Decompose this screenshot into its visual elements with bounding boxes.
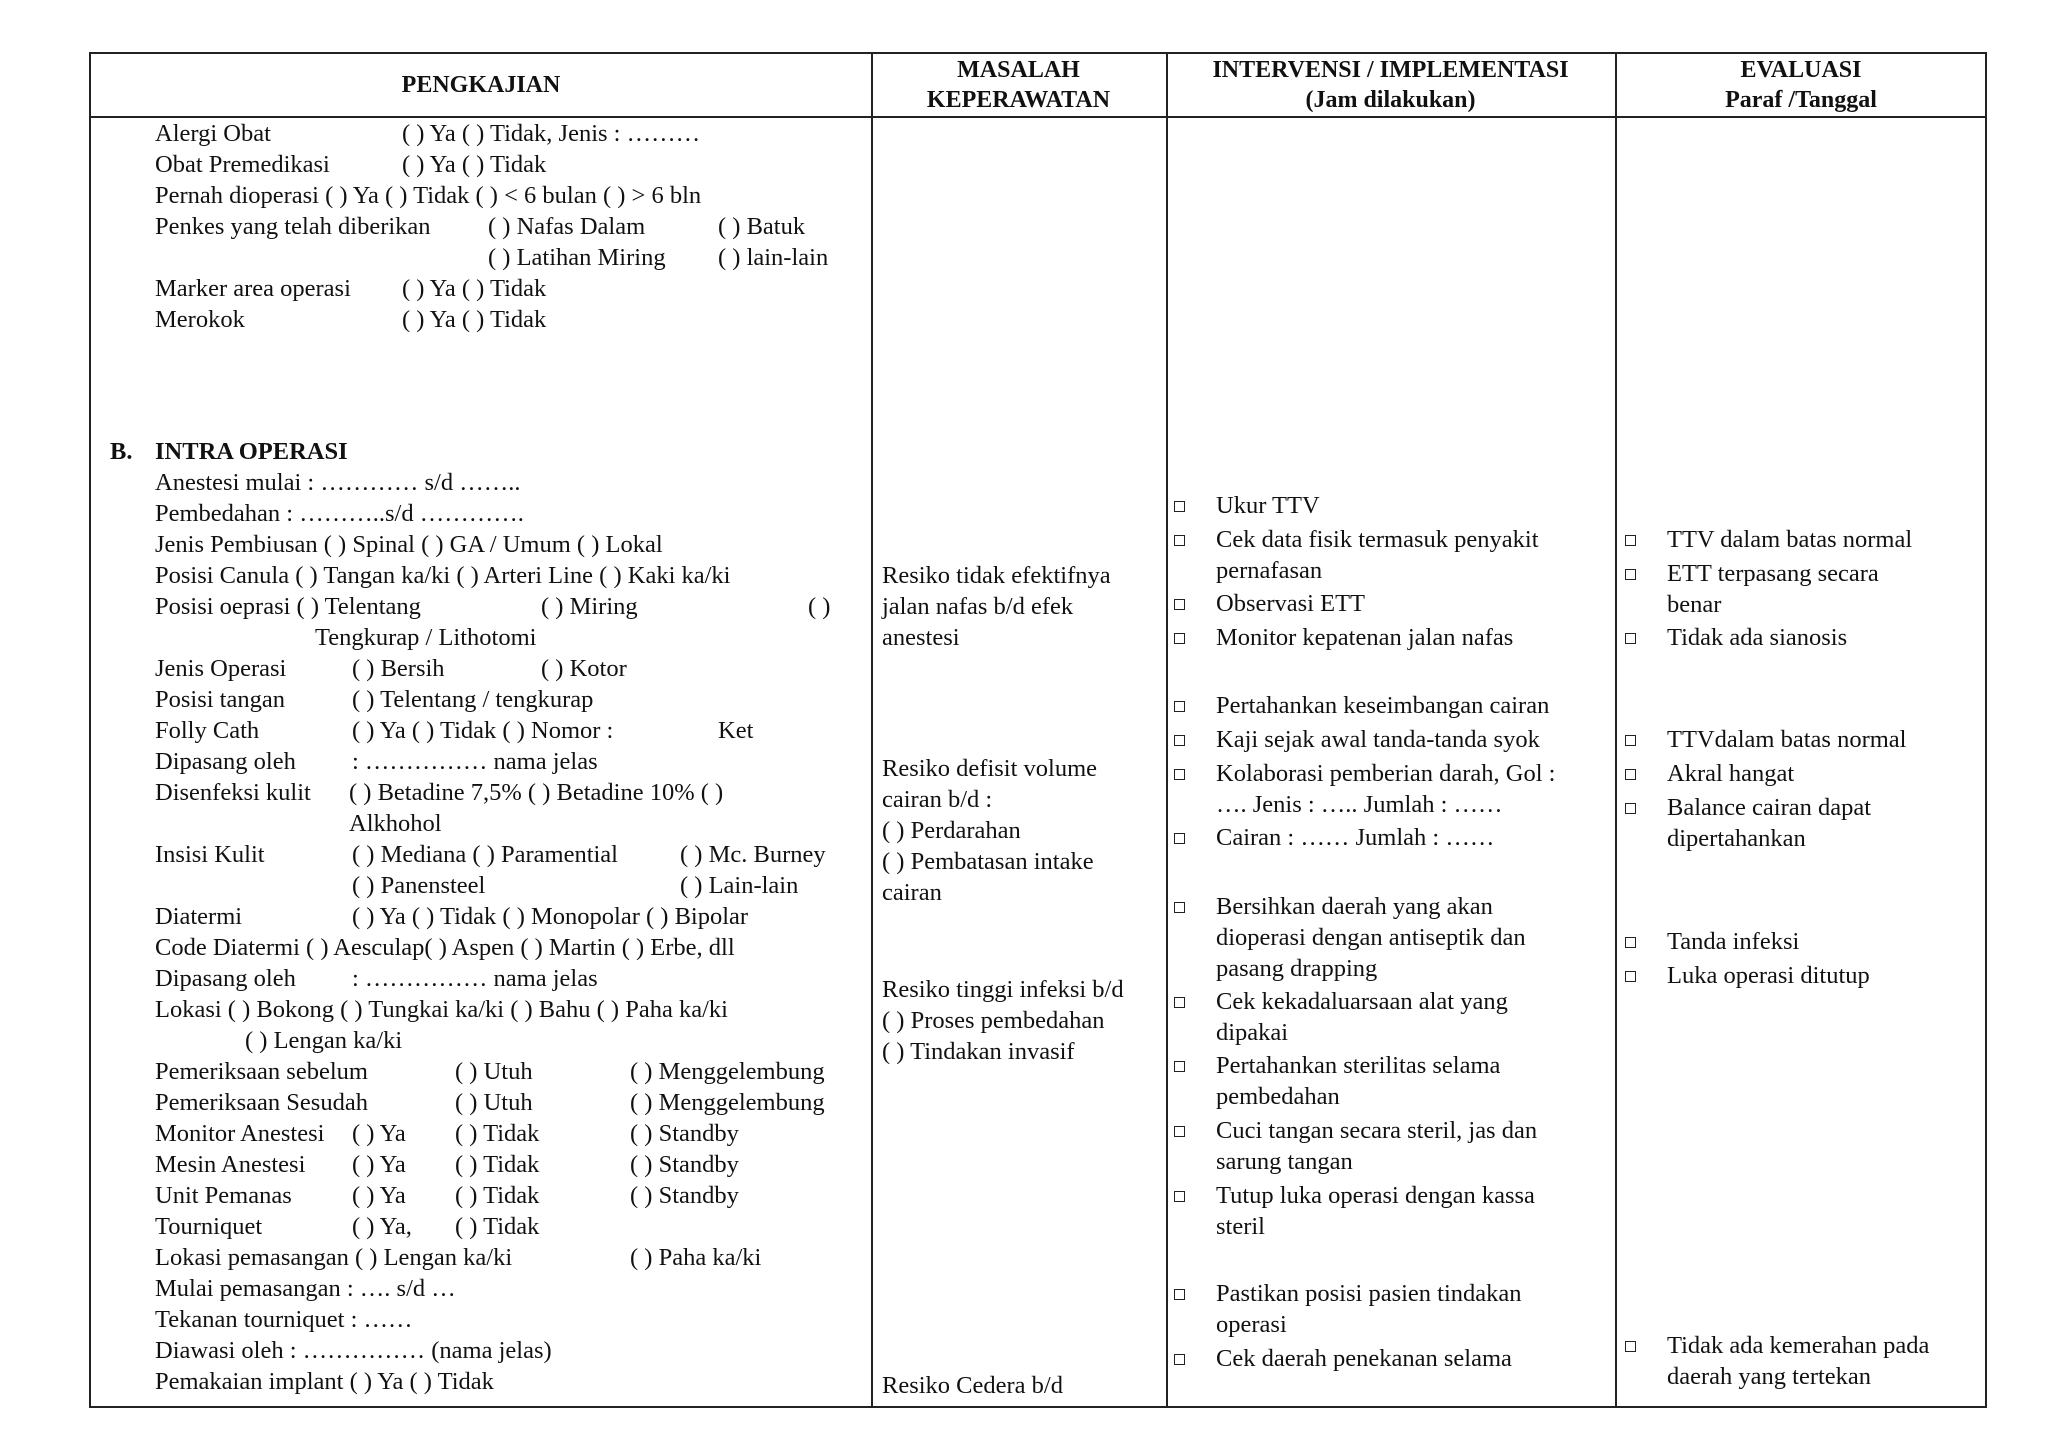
disinfeksi-label: Disenfeksi kulit	[155, 779, 311, 806]
masalah-pembatasan-intake: ( ) Pembatasan intake	[882, 848, 1094, 875]
unit-pemanas-standby: ( ) Standby	[630, 1182, 739, 1209]
checkbox-icon[interactable]	[1625, 535, 1636, 546]
lokasi-pemasangan: Lokasi pemasangan ( ) Lengan ka/ki	[155, 1244, 513, 1271]
masalah-proses-pembedahan: ( ) Proses pembedahan	[882, 1007, 1105, 1034]
masalah-defisit-volume: Resiko defisit volume	[882, 755, 1098, 782]
header-evaluasi-line2: Paraf /Tanggal	[1725, 87, 1877, 113]
penkes-label: Penkes yang telah diberikan	[155, 213, 431, 240]
checkbox-icon[interactable]	[1174, 833, 1185, 844]
posisi-operasi-miring: ( ) Miring	[541, 593, 638, 620]
diatermi-label: Diatermi	[155, 903, 243, 930]
masalah-perdarahan: ( ) Perdarahan	[882, 817, 1021, 844]
checkbox-icon[interactable]	[1174, 535, 1185, 546]
tourniquet-tidak: ( ) Tidak	[455, 1213, 540, 1240]
mesin-anestesi-tidak: ( ) Tidak	[455, 1151, 540, 1178]
intervensi-item-cont: …. Jenis : ….. Jumlah : ……	[1216, 791, 1503, 818]
intervensi-item-cont: pernafasan	[1216, 557, 1323, 584]
monitor-anestesi-tidak: ( ) Tidak	[455, 1120, 540, 1147]
checkbox-icon[interactable]	[1625, 735, 1636, 746]
intervensi-item: Ukur TTV	[1216, 492, 1320, 519]
column-divider	[1166, 54, 1168, 1406]
intervensi-item: Bersihkan daerah yang akan	[1216, 893, 1493, 920]
pernah-dioperasi: Pernah dioperasi ( ) Ya ( ) Tidak ( ) < 6 bulan ( ) > 6 bln	[155, 182, 702, 209]
intervensi-item: Cek data fisik termasuk penyakit	[1216, 526, 1539, 553]
evaluasi-item-cont: benar	[1667, 591, 1722, 618]
folly-cath-label: Folly Cath	[155, 717, 260, 744]
monitor-anestesi-standby: ( ) Standby	[630, 1120, 739, 1147]
intervensi-item-cont: pembedahan	[1216, 1083, 1340, 1110]
monitor-anestesi-ya: ( ) Ya	[352, 1120, 406, 1147]
column-divider	[1615, 54, 1617, 1406]
premedikasi-label: Obat Premedikasi	[155, 151, 330, 178]
jenis-pembiusan: Jenis Pembiusan ( ) Spinal ( ) GA / Umum ( ) Lokal	[155, 531, 663, 558]
header-evaluasi	[1615, 54, 1987, 116]
checkbox-icon[interactable]	[1174, 599, 1185, 610]
insisi-mc-burney: ( ) Mc. Burney	[680, 841, 826, 868]
header-pengkajian	[91, 54, 871, 116]
pemeriksaan-sesudah-menggelembung: ( ) Menggelembung	[630, 1089, 825, 1116]
checkbox-icon[interactable]	[1625, 971, 1636, 982]
masalah-jalan-nafas: jalan nafas b/d efek	[882, 593, 1074, 620]
pembedahan: Pembedahan : ………..s/d ………….	[155, 500, 524, 527]
tourniquet-ya: ( ) Ya,	[352, 1213, 412, 1240]
checkbox-icon[interactable]	[1625, 803, 1636, 814]
header-intervensi-line1: INTERVENSI / IMPLEMENTASI	[1212, 57, 1569, 83]
masalah-jalan-nafas: anestesi	[882, 624, 960, 651]
evaluasi-item: Tanda infeksi	[1667, 928, 1800, 955]
pemeriksaan-sebelum-label: Pemeriksaan sebelum	[155, 1058, 368, 1085]
checkbox-icon[interactable]	[1174, 633, 1185, 644]
jenis-operasi-kotor: ( ) Kotor	[541, 655, 627, 682]
section-b-letter: B.	[110, 438, 133, 465]
lokasi-line1: Lokasi ( ) Bokong ( ) Tungkai ka/ki ( ) Bahu ( ) Paha ka/ki	[155, 996, 728, 1023]
posisi-operasi-label: Posisi oeprasi ( ) Telentang	[155, 593, 421, 620]
tekanan-tourniquet: Tekanan tourniquet : ……	[155, 1306, 413, 1333]
checkbox-icon[interactable]	[1174, 1126, 1185, 1137]
folly-cath-options: ( ) Ya ( ) Tidak ( ) Nomor :	[352, 717, 614, 744]
header-masalah-line2: KEPERAWATAN	[926, 87, 1111, 113]
intervensi-item: Monitor kepatenan jalan nafas	[1216, 624, 1514, 651]
checkbox-icon[interactable]	[1625, 1341, 1636, 1352]
tourniquet-label: Tourniquet	[155, 1213, 263, 1240]
header-masalah-line1: MASALAH	[957, 57, 1080, 83]
folly-cath-ket: Ket	[718, 717, 754, 744]
premedikasi-options: ( ) Ya ( ) Tidak	[402, 151, 547, 178]
intervensi-item: Pertahankan sterilitas selama	[1216, 1052, 1501, 1079]
evaluasi-item: TTV dalam batas normal	[1667, 526, 1913, 553]
jenis-operasi-label: Jenis Operasi	[155, 655, 287, 682]
checkbox-icon[interactable]	[1625, 569, 1636, 580]
intervensi-item: Tutup luka operasi dengan kassa	[1216, 1182, 1535, 1209]
pemakaian-implant: Pemakaian implant ( ) Ya ( ) Tidak	[155, 1368, 494, 1395]
anestesi-mulai: Anestesi mulai : ………… s/d ……..	[155, 469, 521, 496]
checkbox-icon[interactable]	[1625, 937, 1636, 948]
posisi-tangan-options: ( ) Telentang / tengkurap	[352, 686, 594, 713]
dipasang-oleh-value: : …………… nama jelas	[352, 965, 598, 992]
intervensi-item: Pastikan posisi pasien tindakan	[1216, 1280, 1522, 1307]
alergi-options: ( ) Ya ( ) Tidak, Jenis : ………	[402, 120, 701, 147]
evaluasi-item-cont: dipertahankan	[1667, 825, 1806, 852]
intervensi-item-cont: dioperasi dengan antiseptik dan	[1216, 924, 1526, 951]
mesin-anestesi-standby: ( ) Standby	[630, 1151, 739, 1178]
insisi-panensteel: ( ) Panensteel	[352, 872, 486, 899]
checkbox-icon[interactable]	[1174, 769, 1185, 780]
penkes-latihan-miring: ( ) Latihan Miring	[488, 244, 666, 271]
merokok-options: ( ) Ya ( ) Tidak	[402, 306, 547, 333]
masalah-defisit-volume: cairan b/d :	[882, 786, 993, 813]
pemeriksaan-sebelum-menggelembung: ( ) Menggelembung	[630, 1058, 825, 1085]
mesin-anestesi-label: Mesin Anestesi	[155, 1151, 306, 1178]
intervensi-item: Kaji sejak awal tanda-tanda syok	[1216, 726, 1540, 753]
evaluasi-item-cont: daerah yang tertekan	[1667, 1363, 1872, 1390]
evaluasi-item: TTVdalam batas normal	[1667, 726, 1907, 753]
disinfeksi-options: ( ) Betadine 7,5% ( ) Betadine 10% ( )	[349, 779, 724, 806]
merokok-label: Merokok	[155, 306, 245, 333]
evaluasi-item: Tidak ada sianosis	[1667, 624, 1848, 651]
lokasi-pemasangan-paha: ( ) Paha ka/ki	[630, 1244, 762, 1271]
header-intervensi-line2: (Jam dilakukan)	[1305, 87, 1476, 113]
unit-pemanas-label: Unit Pemanas	[155, 1182, 292, 1209]
insisi-kulit-options: ( ) Mediana ( ) Paramential	[352, 841, 618, 868]
penkes-lain-lain: ( ) lain-lain	[718, 244, 829, 271]
checkbox-icon[interactable]	[1174, 997, 1185, 1008]
dipasang-oleh-value: : …………… nama jelas	[352, 748, 598, 775]
intervensi-item: Cuci tangan secara steril, jas dan	[1216, 1117, 1538, 1144]
header-divider	[91, 116, 1985, 118]
insisi-lain-lain: ( ) Lain-lain	[680, 872, 799, 899]
header-intervensi	[1166, 54, 1615, 116]
evaluasi-item: ETT terpasang secara	[1667, 560, 1879, 587]
jenis-operasi-bersih: ( ) Bersih	[352, 655, 445, 682]
checkbox-icon[interactable]	[1625, 633, 1636, 644]
evaluasi-item: Tidak ada kemerahan pada	[1667, 1332, 1930, 1359]
posisi-canula: Posisi Canula ( ) Tangan ka/ki ( ) Arteri Line ( ) Kaki ka/ki	[155, 562, 731, 589]
header-pengkajian-label: PENGKAJIAN	[401, 72, 561, 98]
checkbox-icon[interactable]	[1625, 769, 1636, 780]
column-divider	[871, 54, 873, 1406]
insisi-kulit-label: Insisi Kulit	[155, 841, 265, 868]
checkbox-icon[interactable]	[1174, 501, 1185, 512]
code-diatermi: Code Diatermi ( ) Aesculap( ) Aspen ( ) Martin ( ) Erbe, dll	[155, 934, 735, 961]
masalah-tindakan-invasif: ( ) Tindakan invasif	[882, 1038, 1075, 1065]
checkbox-icon[interactable]	[1174, 1289, 1185, 1300]
intervensi-item-cont: pasang drapping	[1216, 955, 1378, 982]
dipasang-oleh-label: Dipasang oleh	[155, 965, 296, 992]
masalah-infeksi: Resiko tinggi infeksi b/d	[882, 976, 1124, 1003]
intervensi-item: Cairan : …… Jumlah : ……	[1216, 824, 1495, 851]
masalah-pembatasan-intake: cairan	[882, 879, 942, 906]
section-b-title: INTRA OPERASI	[155, 438, 348, 465]
intervensi-item: Cek kekadaluarsaan alat yang	[1216, 988, 1508, 1015]
disinfeksi-line2: Alkhohol	[349, 810, 442, 837]
intervensi-item-cont: sarung tangan	[1216, 1148, 1353, 1175]
penkes-nafas-dalam: ( ) Nafas Dalam	[488, 213, 646, 240]
intervensi-item: Pertahankan keseimbangan cairan	[1216, 692, 1550, 719]
checkbox-icon[interactable]	[1174, 1191, 1185, 1202]
masalah-cedera: Resiko Cedera b/d	[882, 1372, 1063, 1399]
intervensi-item: Cek daerah penekanan selama	[1216, 1345, 1512, 1372]
header-evaluasi-line1: EVALUASI	[1740, 57, 1862, 83]
pemeriksaan-sesudah-label: Pemeriksaan Sesudah	[155, 1089, 368, 1116]
intervensi-item: Kolaborasi pemberian darah, Gol :	[1216, 760, 1556, 787]
evaluasi-item: Akral hangat	[1667, 760, 1795, 787]
alergi-label: Alergi Obat	[155, 120, 271, 147]
unit-pemanas-ya: ( ) Ya	[352, 1182, 406, 1209]
evaluasi-item: Luka operasi ditutup	[1667, 962, 1870, 989]
mesin-anestesi-ya: ( ) Ya	[352, 1151, 406, 1178]
intervensi-item: Observasi ETT	[1216, 590, 1365, 617]
masalah-jalan-nafas: Resiko tidak efektifnya	[882, 562, 1111, 589]
mulai-pemasangan: Mulai pemasangan : …. s/d …	[155, 1275, 456, 1302]
checkbox-icon[interactable]	[1174, 1354, 1185, 1365]
lokasi-line2: ( ) Lengan ka/ki	[245, 1027, 403, 1054]
unit-pemanas-tidak: ( ) Tidak	[455, 1182, 540, 1209]
pemeriksaan-sebelum-utuh: ( ) Utuh	[455, 1058, 533, 1085]
intervensi-item-cont: dipakai	[1216, 1019, 1289, 1046]
checkbox-icon[interactable]	[1174, 735, 1185, 746]
intervensi-item-cont: operasi	[1216, 1311, 1287, 1338]
checkbox-icon[interactable]	[1174, 1061, 1185, 1072]
penkes-batuk: ( ) Batuk	[718, 213, 806, 240]
posisi-operasi-line2: Tengkurap / Lithotomi	[315, 624, 537, 651]
evaluasi-item: Balance cairan dapat	[1667, 794, 1872, 821]
checkbox-icon[interactable]	[1174, 902, 1185, 913]
diawasi-oleh: Diawasi oleh : …………… (nama jelas)	[155, 1337, 552, 1364]
checkbox-icon[interactable]	[1174, 701, 1185, 712]
intervensi-item-cont: steril	[1216, 1213, 1265, 1240]
marker-options: ( ) Ya ( ) Tidak	[402, 275, 547, 302]
monitor-anestesi-label: Monitor Anestesi	[155, 1120, 325, 1147]
posisi-operasi-tengkurap-paren: ( )	[808, 593, 831, 620]
diatermi-options: ( ) Ya ( ) Tidak ( ) Monopolar ( ) Bipolar	[352, 903, 749, 930]
marker-label: Marker area operasi	[155, 275, 351, 302]
dipasang-oleh-label: Dipasang oleh	[155, 748, 296, 775]
posisi-tangan-label: Posisi tangan	[155, 686, 285, 713]
header-masalah	[871, 54, 1166, 116]
pemeriksaan-sesudah-utuh: ( ) Utuh	[455, 1089, 533, 1116]
